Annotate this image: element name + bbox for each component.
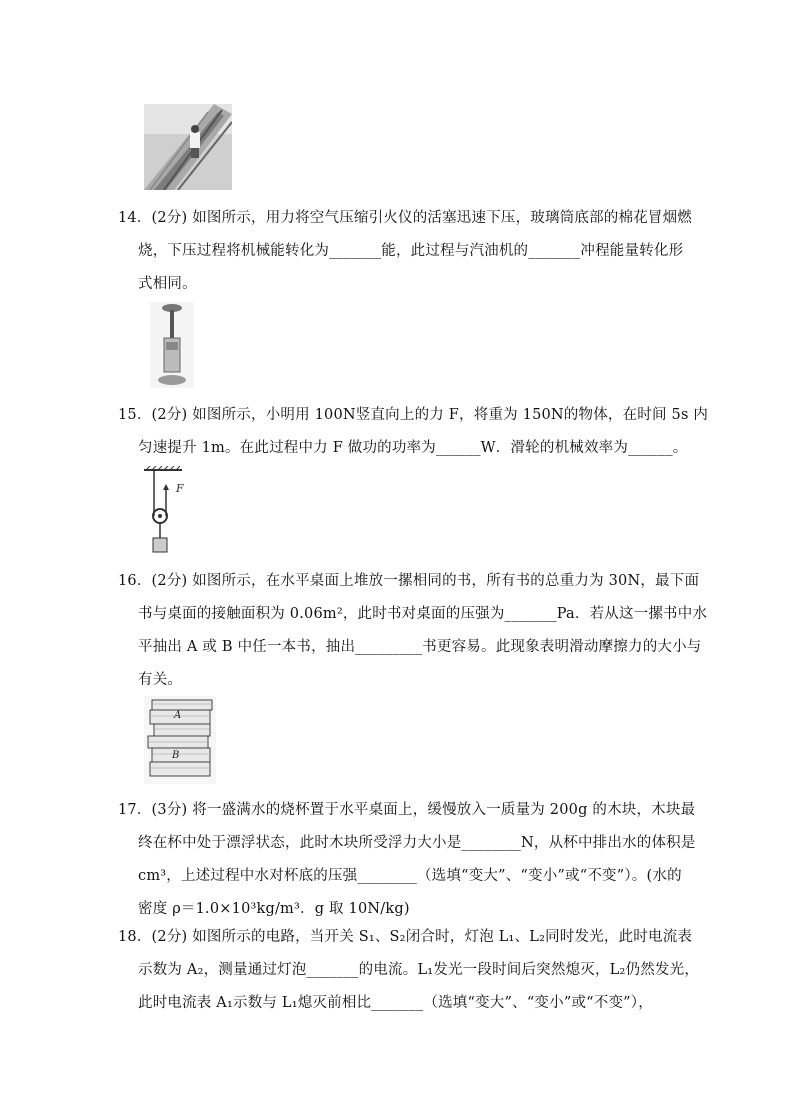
question-16-line-4: 有关。 [138, 672, 183, 688]
question-17-line-4: 密度 ρ＝1.0×10³kg/m³．g 取 10N/kg) [138, 901, 410, 917]
question-14-line-1: 14．(2分) 如图所示，用力将空气压缩引火仪的活塞迅速下压，玻璃筒底部的棉花冒烟燃 [118, 210, 692, 226]
fire-syringe-figure [150, 302, 194, 388]
books-figure [144, 696, 216, 784]
question-16-line-1: 16．(2分) 如图所示，在水平桌面上堆放一摞相同的书，所有书的总重力为 30N，最下面 [118, 573, 700, 589]
question-18-line-3: 此时电流表 A₁示数与 L₁熄灭前相比_______（选填“变大”、“变小”或“不变”）， [138, 995, 653, 1011]
question-15 [118, 399, 709, 465]
pulley-force-label: F [176, 482, 184, 495]
question-14 [118, 202, 692, 301]
question-17-line-3: cm³，上述过程中水对杯底的压强________（选填“变大”、“变小”或“不变”）。(水的 [138, 868, 682, 884]
pulley-figure [142, 466, 198, 558]
question-18 [118, 921, 700, 1020]
question-16 [118, 565, 708, 697]
book-a-label: A [174, 710, 182, 721]
escalator-photo [144, 104, 232, 190]
question-17-line-1: 17．(3分) 将一盛满水的烧杯置于水平桌面上，缓慢放入一质量为 200g 的木块，木块最 [118, 802, 696, 818]
question-17 [118, 794, 696, 926]
question-15-line-2: 匀速提升 1m。在此过程中力 F 做功的功率为______W．滑轮的机械效率为______。 [138, 440, 688, 456]
question-16-line-2: 书与桌面的接触面积为 0.06m²，此时书对桌面的压强为_______Pa．若从这一摞书中水 [138, 606, 708, 622]
question-18-line-1: 18．(2分) 如图所示的电路，当开关 S₁、S₂闭合时，灯泡 L₁、L₂同时发光，此时电流表 [118, 929, 693, 945]
question-17-line-2: 终在杯中处于漂浮状态，此时木块所受浮力大小是________N，从杯中排出水的体积是 [138, 835, 696, 851]
question-15-line-1: 15．(2分) 如图所示，小明用 100N竖直向上的力 F，将重为 150N的物体，在时间 5s 内 [118, 407, 709, 423]
question-14-line-3: 式相同。 [138, 276, 197, 292]
question-14-line-2: 烧，下压过程将机械能转化为_______能，此过程与汽油机的_______冲程能量转化形 [138, 243, 684, 259]
question-18-line-2: 示数为 A₂，测量通过灯泡_______的电流。L₁发光一段时间后突然熄灭，L₂仍然发光， [138, 962, 700, 978]
question-16-line-3: 平抽出 A 或 B 中任一本书，抽出_________书更容易。此现象表明滑动摩擦力的大小与 [138, 639, 702, 655]
book-b-label: B [172, 750, 180, 761]
